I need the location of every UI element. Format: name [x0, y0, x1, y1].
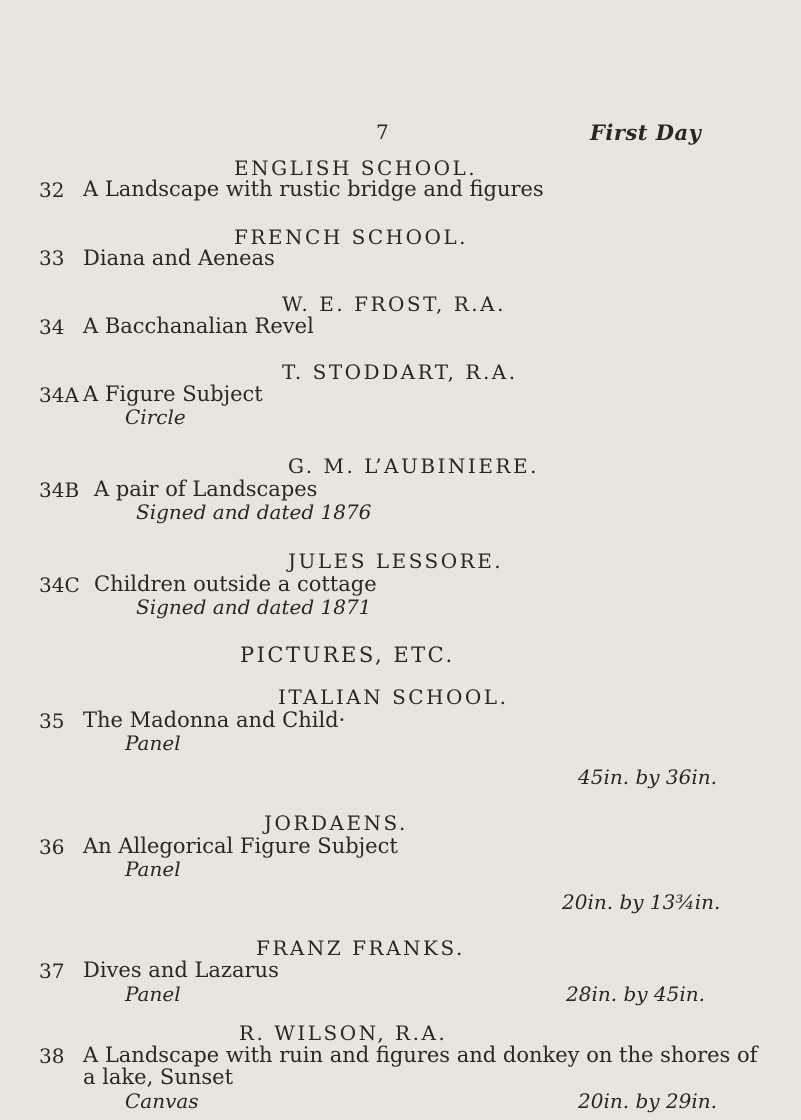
artist-heading: R. WILSON, R.A.: [239, 1021, 448, 1046]
lot-title: A Landscape with ruin and figures and donkey on the shores of: [83, 1043, 758, 1068]
lot-number: 34C: [39, 573, 80, 598]
lot-title: Children outside a cottage: [94, 572, 377, 597]
lot-dimensions: 45in. by 36in.: [578, 765, 717, 790]
lot-note: Signed and dated 1876: [136, 499, 372, 524]
artist-heading: FRANZ FRANKS.: [256, 936, 465, 961]
lot-title: Diana and Aeneas: [83, 245, 275, 270]
artist-heading: JORDAENS.: [264, 811, 408, 836]
lot-note: Panel: [125, 730, 181, 755]
lot-number: 32: [39, 177, 65, 202]
section-heading: PICTURES, ETC.: [240, 642, 455, 667]
lot-number: 34B: [39, 477, 80, 502]
lot-title: A Landscape with rustic bridge and figures: [83, 176, 544, 201]
lot-title-continued: a lake, Sunset: [83, 1065, 234, 1090]
lot-note: Canvas: [125, 1089, 199, 1114]
lot-note: Signed and dated 1871: [136, 595, 372, 620]
lot-number: 37: [39, 959, 65, 984]
artist-heading: ITALIAN SCHOOL.: [278, 684, 509, 709]
lot-dimensions: 20in. by 13¾in.: [562, 890, 721, 915]
lot-number: 35: [39, 708, 65, 733]
running-title: First Day: [590, 120, 702, 146]
lot-number: 38: [39, 1044, 65, 1069]
lot-note: Panel: [125, 982, 181, 1007]
lot-note: Circle: [125, 405, 186, 430]
lot-title: An Allegorical Figure Subject: [83, 834, 398, 858]
lot-title: Dives and Lazarus: [83, 958, 279, 983]
lot-note: Panel: [125, 856, 181, 881]
lot-number: 33: [39, 246, 65, 271]
lot-title: A pair of Landscapes: [94, 476, 318, 501]
lot-number: 34: [39, 315, 65, 340]
page-number: 7: [376, 120, 389, 145]
artist-heading: ENGLISH SCHOOL.: [234, 155, 478, 180]
lot-title: The Madonna and Child·: [83, 707, 346, 732]
lot-number: 36: [39, 834, 65, 859]
artist-heading: W. E. FROST, R.A.: [282, 292, 506, 317]
artist-heading: G. M. L’AUBINIERE.: [288, 453, 539, 478]
lot-title: A Figure Subject: [83, 382, 263, 407]
artist-heading: FRENCH SCHOOL.: [234, 224, 469, 249]
artist-heading: JULES LESSORE.: [288, 549, 504, 574]
artist-heading: T. STODDART, R.A.: [282, 360, 518, 385]
lot-dimensions: 28in. by 45in.: [566, 982, 705, 1007]
lot-number: 34A: [39, 383, 79, 408]
lot-dimensions: 20in. by 29in.: [578, 1089, 717, 1114]
lot-title: A Bacchanalian Revel: [83, 314, 314, 339]
